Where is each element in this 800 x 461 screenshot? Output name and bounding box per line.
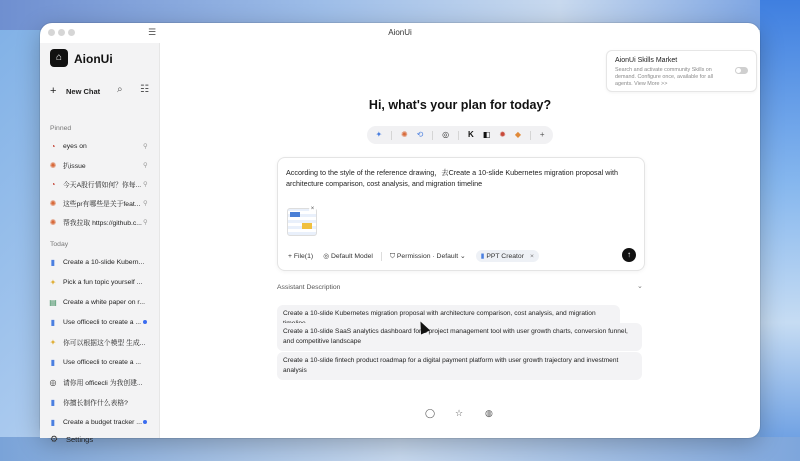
model-button[interactable]: ◎ Default Model xyxy=(323,253,373,260)
assistant-description-label: Assistant Description xyxy=(277,284,341,291)
chart-icon: ▮ xyxy=(50,357,56,367)
chart-icon: ▮ xyxy=(50,417,56,427)
skills-market-card[interactable] xyxy=(606,50,757,92)
gemini-icon[interactable]: ✦ xyxy=(375,130,383,139)
skills-market-description: Search and activate community Skills on demand. Configure once, available for all agents. View More >> xyxy=(615,67,713,87)
kimi-icon[interactable]: K xyxy=(468,130,474,139)
window-title: AionUi xyxy=(388,28,412,37)
clock-icon: ◔ xyxy=(50,141,56,151)
sidebar-item-label: 扒issue xyxy=(63,163,86,170)
ppt-creator-chip[interactable]: ▮ PPT Creator × xyxy=(476,250,539,262)
today-section-label: Today xyxy=(50,241,69,248)
sidebar xyxy=(40,43,160,444)
sidebar-item-label: 这些pr有哪些是关于feat... xyxy=(63,201,141,208)
sidebar-item[interactable] xyxy=(48,214,152,230)
divider xyxy=(391,131,392,140)
sidebar-item[interactable] xyxy=(48,394,152,410)
pin-icon[interactable]: ⚲ xyxy=(143,143,148,150)
send-button[interactable]: ↑ xyxy=(622,248,636,262)
remove-attachment-icon[interactable]: × xyxy=(310,206,315,212)
sidebar-item-label: Create a budget tracker ... xyxy=(63,418,142,426)
pin-icon[interactable]: ⚲ xyxy=(143,219,148,226)
sidebar-item[interactable] xyxy=(48,176,152,192)
sidebar-item[interactable] xyxy=(48,374,152,390)
sidebar-item-label: eyes on xyxy=(63,142,87,150)
sidebar-toggle-icon[interactable]: ☰ xyxy=(148,27,157,37)
new-chat-label: New Chat xyxy=(66,86,101,96)
fox-agent-icon[interactable]: ◆ xyxy=(514,130,521,139)
gear-icon: ⚙ xyxy=(50,434,59,444)
sidebar-item-label: Use officecli to create a ... xyxy=(63,358,142,366)
divider xyxy=(381,252,382,261)
new-chat-button[interactable] xyxy=(50,85,100,97)
sidebar-item-label: 你可以根据这个模型 生成... xyxy=(63,340,146,347)
pinned-section-label: Pinned xyxy=(50,125,72,132)
chat-composer[interactable] xyxy=(277,157,645,271)
divider xyxy=(458,131,459,140)
sidebar-item[interactable] xyxy=(48,334,152,350)
star-icon[interactable]: ☆ xyxy=(455,408,464,418)
prompt-text[interactable]: According to the style of the reference drawing，去Create a 10-slide Kubernetes migration proposal with architecture comparison, cost analysis, and migration timeline xyxy=(286,168,618,188)
sidebar-item[interactable] xyxy=(48,274,152,290)
sidebar-item-label: 你擅长制作什么表格? xyxy=(63,400,128,407)
plus-icon: + xyxy=(50,85,57,97)
openai-icon[interactable]: ◎ xyxy=(442,130,450,139)
desktop-wallpaper-bottom xyxy=(0,437,800,461)
unread-dot xyxy=(143,320,147,324)
composer-toolbar xyxy=(288,250,539,262)
pin-icon[interactable]: ⚲ xyxy=(143,200,148,207)
divider xyxy=(432,131,433,140)
sidebar-item[interactable] xyxy=(48,354,152,370)
skills-market-toggle[interactable] xyxy=(735,67,748,74)
bug-agent-icon[interactable]: ✹ xyxy=(499,130,506,139)
suggestion-3[interactable]: Create a 10-slide fintech product roadmap for a digital payment platform with user growth trajectory and investment analysis xyxy=(277,352,642,380)
chevron-down-icon[interactable]: ⌄ xyxy=(637,283,643,290)
pin-icon[interactable]: ⚲ xyxy=(143,181,148,188)
sparkle-icon: ✺ xyxy=(49,198,57,208)
settings-label: Settings xyxy=(66,435,94,444)
remove-chip-icon[interactable]: × xyxy=(529,252,534,260)
sparkle-icon: ✺ xyxy=(49,217,57,227)
sidebar-item[interactable] xyxy=(48,294,152,310)
sidebar-item[interactable] xyxy=(48,254,152,270)
divider xyxy=(530,131,531,140)
sidebar-item[interactable] xyxy=(48,314,152,330)
chart-icon: ▮ xyxy=(50,317,56,327)
settings-button[interactable] xyxy=(50,434,93,445)
greeting-heading: Hi, what's your plan for today? xyxy=(368,98,552,112)
chart-icon: ▮ xyxy=(50,257,56,267)
sidebar-item-label: 帮我拉取 https://github.c... xyxy=(63,220,142,227)
unread-dot xyxy=(143,420,147,424)
star-icon: ✦ xyxy=(49,277,57,287)
title-bar xyxy=(40,23,760,43)
pin-icon[interactable]: ⚲ xyxy=(143,162,148,169)
suggestion-1[interactable]: Create a 10-slide Kubernetes migration proposal with architecture comparison, cost analysis, and migration xyxy=(277,305,620,333)
chat-bubble-icon[interactable]: ◯ xyxy=(425,408,436,418)
sidebar-item-label: 今天A股行情如何？你每... xyxy=(63,182,142,189)
sidebar-item[interactable] xyxy=(48,138,152,154)
agent-selector-bar xyxy=(367,126,553,144)
sidebar-item[interactable] xyxy=(48,195,152,211)
app-logo-icon: ⌂ xyxy=(50,49,68,67)
app-name: AionUi xyxy=(74,52,113,66)
add-agent-icon[interactable]: + xyxy=(539,130,545,139)
sidebar-item-label: Pick a fun topic yourself ... xyxy=(63,278,143,286)
list-icon[interactable]: ☷ xyxy=(140,84,149,95)
file-button[interactable]: + File(1) xyxy=(288,252,314,260)
clock-icon: ◔ xyxy=(50,179,56,189)
sidebar-item-label: Create a white paper on r... xyxy=(63,298,145,306)
cursor-agent-icon[interactable]: ◧ xyxy=(482,130,491,139)
star-icon: ✦ xyxy=(49,337,57,347)
chart-icon: ▮ xyxy=(50,397,56,407)
globe-icon[interactable]: ◍ xyxy=(485,408,493,418)
qwen-icon[interactable]: ⟲ xyxy=(416,130,424,139)
sparkle-icon: ✺ xyxy=(49,160,57,170)
book-icon: ▤ xyxy=(49,297,57,307)
openai-icon: ◎ xyxy=(49,377,57,387)
search-icon[interactable]: ⌕ xyxy=(117,84,123,95)
suggestion-2[interactable]: Create a 10-slide SaaS analytics dashboard for a project management tool with user growth charts, conversion funnel, and competitive landscape xyxy=(277,323,642,351)
claude-icon[interactable]: ✺ xyxy=(401,130,408,139)
skills-market-title: AionUi Skills Market xyxy=(615,57,678,64)
sidebar-item[interactable] xyxy=(48,157,152,173)
sidebar-item[interactable] xyxy=(48,414,152,430)
sidebar-item-label: Create a 10-slide Kubern... xyxy=(63,258,145,266)
sidebar-item-label: 请你用 officecli 为我创建... xyxy=(63,380,143,387)
permission-button[interactable]: ⛉ Permission · Default ⌄ xyxy=(389,252,466,260)
desktop-wallpaper-right xyxy=(760,0,800,461)
chart-icon: ▮ xyxy=(480,253,485,260)
sidebar-item-label: Use officecli to create a ... xyxy=(63,318,142,326)
